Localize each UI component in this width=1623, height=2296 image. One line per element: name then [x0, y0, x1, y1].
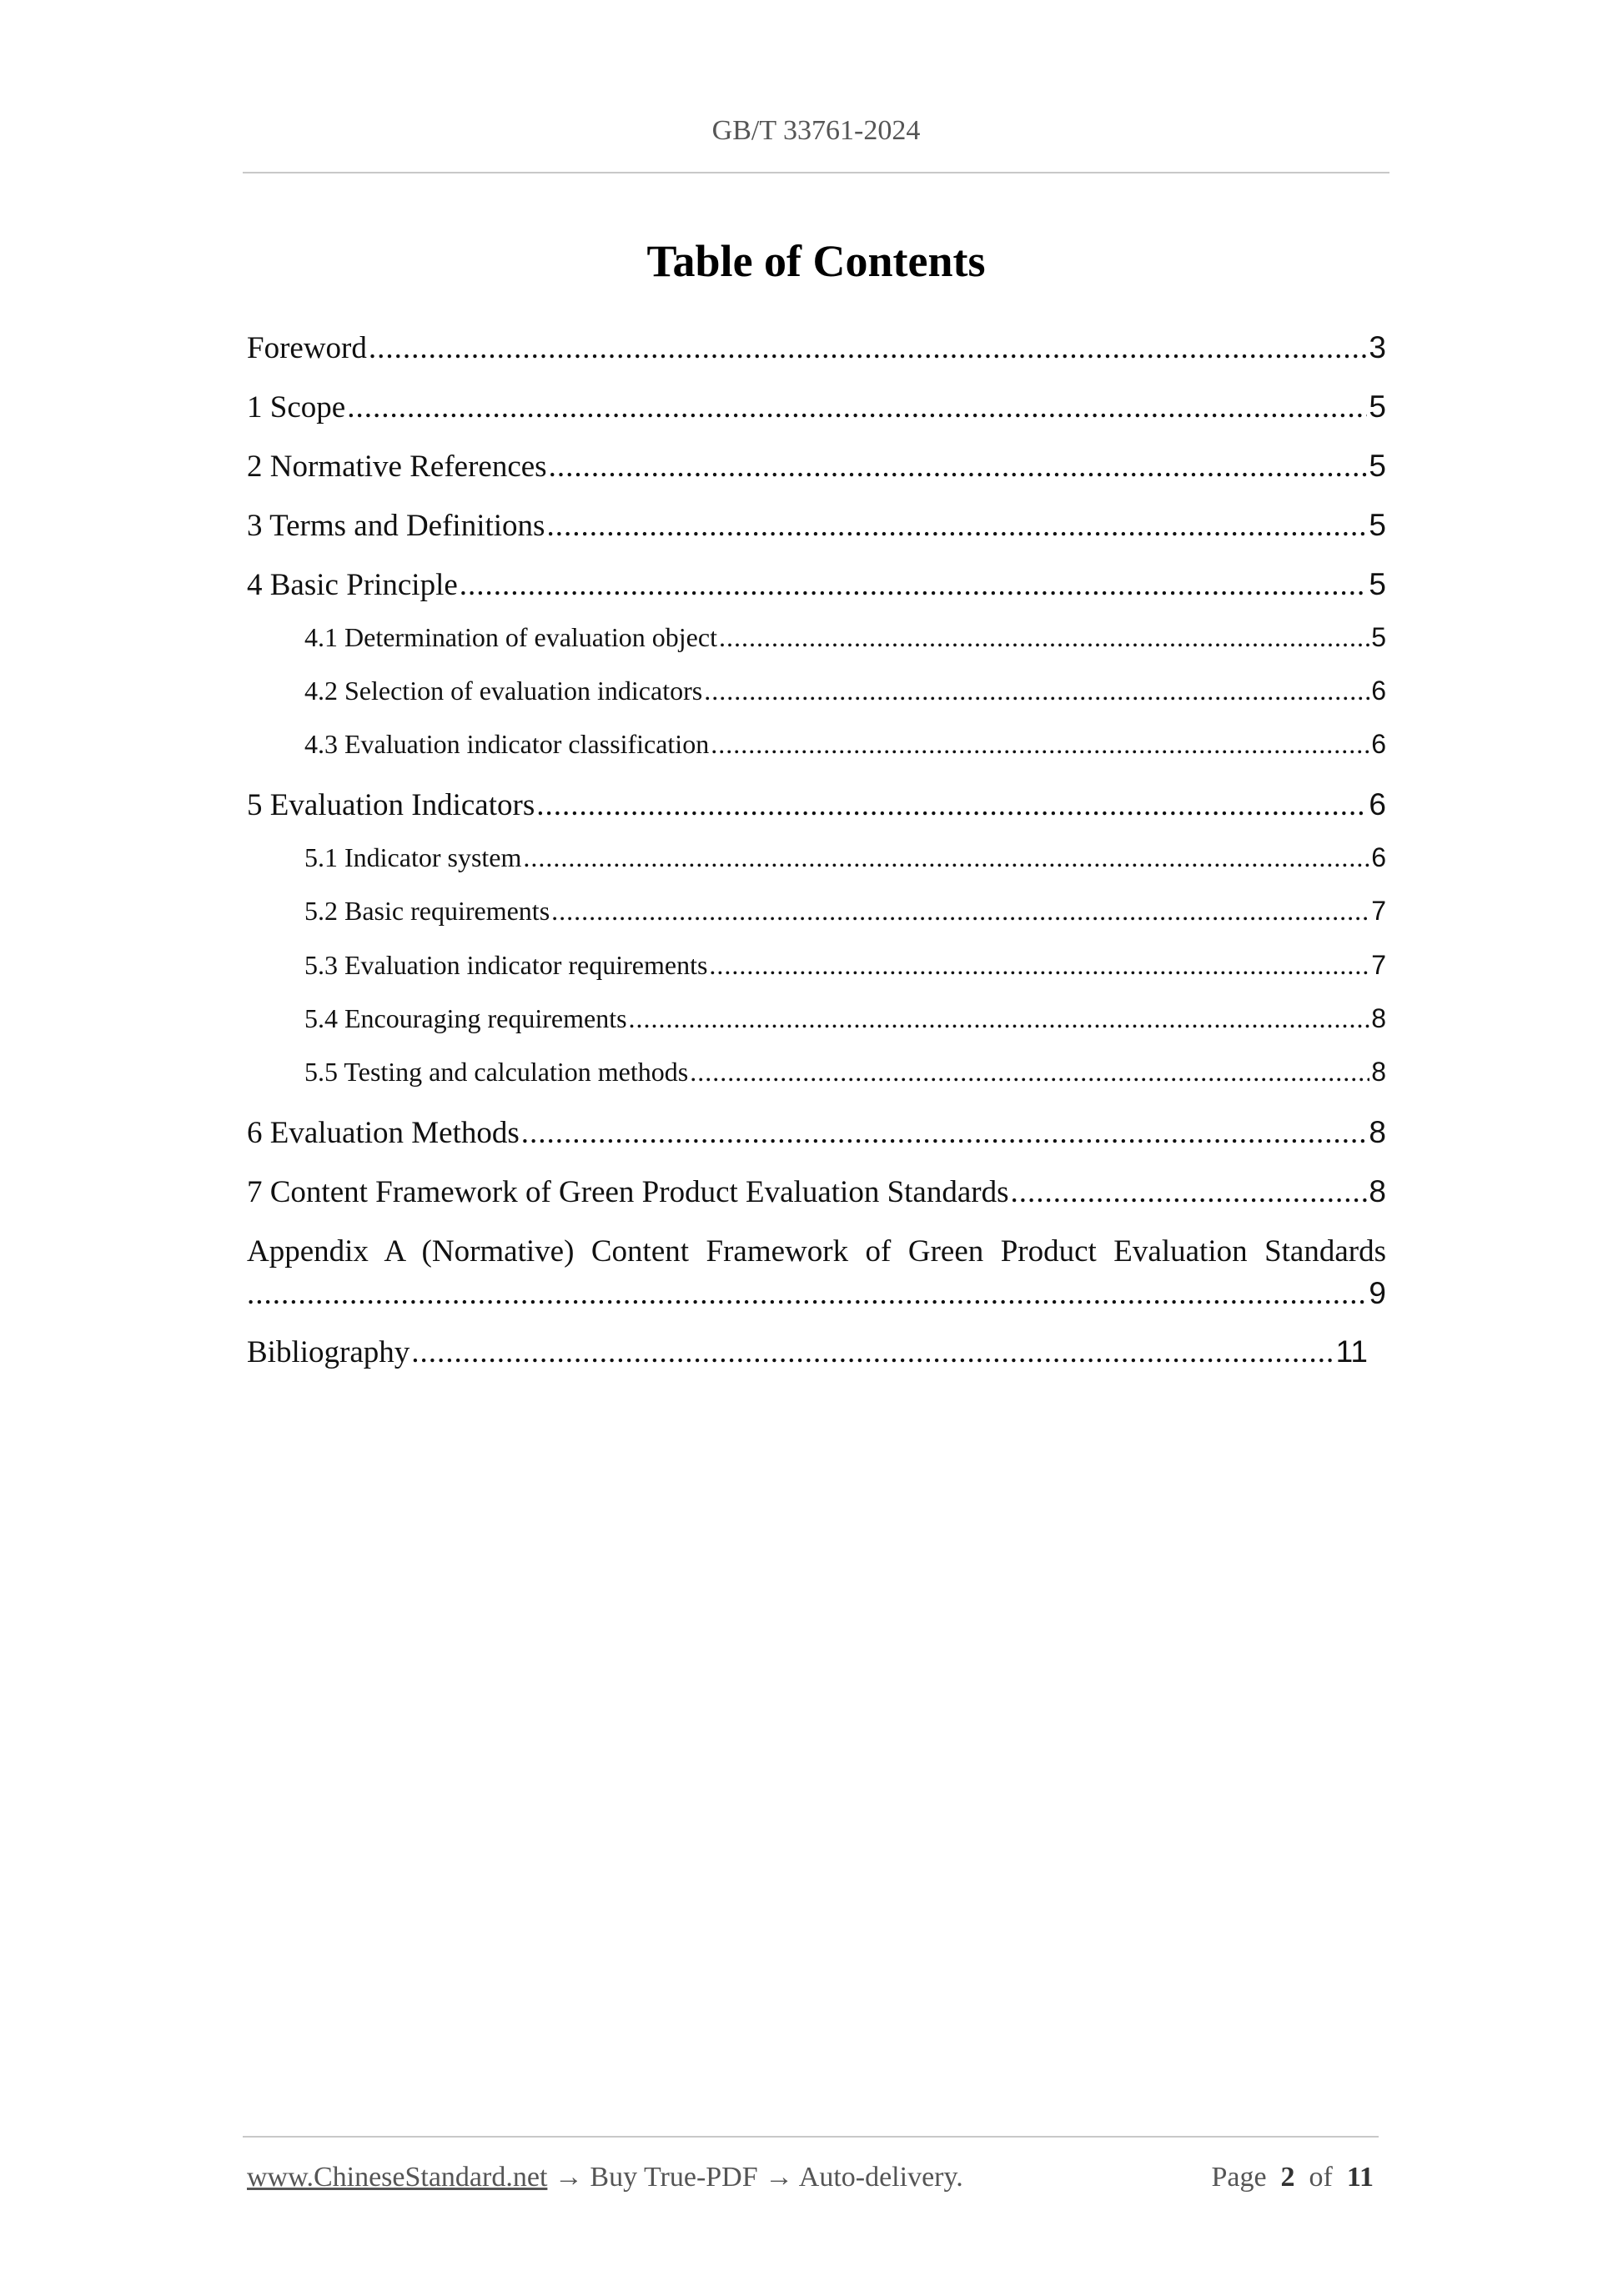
footer-divider: [243, 2136, 1379, 2138]
toc-entry-normative-references[interactable]: 2 Normative References ..... 5: [247, 449, 1386, 485]
toc-entry-5-5[interactable]: 5.5 Testing and calculation methods ..... 8: [304, 1057, 1386, 1088]
toc-entry-evaluation-methods[interactable]: 6 Evaluation Methods ..... 8: [247, 1115, 1386, 1151]
auto-delivery-text: Auto-delivery.: [798, 2162, 963, 2193]
toc-entry-terms-definitions[interactable]: 3 Terms and Definitions ..... 5: [247, 508, 1386, 544]
toc-entry-evaluation-indicators[interactable]: 5 Evaluation Indicators ..... 6: [247, 787, 1386, 823]
page-title: Table of Contents: [646, 236, 986, 286]
page-word: Page: [1211, 2162, 1267, 2193]
toc-entry-basic-principle[interactable]: 4 Basic Principle ..... 5: [247, 567, 1386, 603]
of-word: of: [1309, 2162, 1333, 2193]
toc-entry-4-3[interactable]: 4.3 Evaluation indicator classification ..... 6: [304, 729, 1386, 760]
toc-entry-content-framework[interactable]: 7 Content Framework of Green Product Evaluation Standards ..... 8: [247, 1174, 1386, 1210]
document-code-header: GB/T 33761-2024: [711, 115, 921, 146]
current-page-number: 2: [1280, 2162, 1295, 2193]
toc-entry-appendix-a-label[interactable]: Appendix A (Normative) Content Framework of Green Product Evaluation Standards: [247, 1234, 1386, 1269]
page-indicator: [1211, 2162, 1374, 2193]
toc-entry-appendix-a-page[interactable]: ..... 9: [247, 1276, 1386, 1312]
site-link[interactable]: www.ChineseStandard.net: [247, 2162, 548, 2193]
toc-entry-5-3[interactable]: 5.3 Evaluation indicator requirements ..... 7: [304, 950, 1386, 981]
header-divider: [243, 172, 1389, 173]
toc-entry-5-1[interactable]: 5.1 Indicator system ..... 6: [304, 842, 1386, 873]
buy-true-pdf-text: Buy True-PDF: [590, 2162, 758, 2193]
toc-entry-bibliography[interactable]: Bibliography ..... 11: [247, 1334, 1368, 1370]
toc-entry-4-1[interactable]: 4.1 Determination of evaluation object ..... 5: [304, 622, 1386, 653]
toc-entry-5-4[interactable]: 5.4 Encouraging requirements ..... 8: [304, 1003, 1386, 1034]
toc-entry-5-2[interactable]: 5.2 Basic requirements ..... 7: [304, 896, 1386, 927]
toc-entry-4-2[interactable]: 4.2 Selection of evaluation indicators ..... 6: [304, 676, 1386, 706]
arrow-right-icon: →: [765, 2162, 794, 2193]
toc-entry-foreword[interactable]: Foreword ..... 3: [247, 330, 1386, 366]
footer-promo: [247, 2162, 963, 2193]
total-page-count: 11: [1346, 2162, 1374, 2193]
arrow-right-icon: →: [554, 2162, 583, 2193]
toc-entry-scope[interactable]: 1 Scope ..... 5: [247, 389, 1386, 425]
